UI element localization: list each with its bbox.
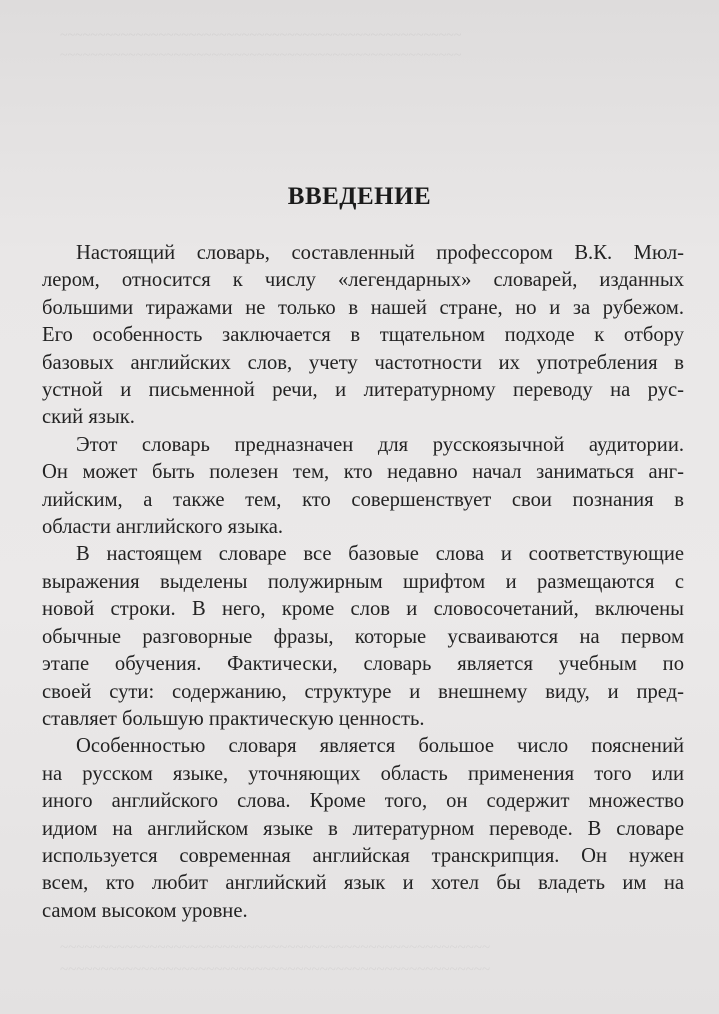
text-line: иного английского слова. Кроме того, он содержит множество	[42, 790, 684, 813]
show-through-text: ~~~~~~~~~~~~~~~~~~~~~~~~~~~~~~~~~~~~~~~~~~~~~~~~~~~~~	[60, 962, 491, 978]
text-line: ский язык.	[42, 406, 135, 429]
show-through-text: ~~~~~~~~~~~~~~~~~~~~~~~~~~~~~~~~~~~~~~~~~~~~~~~~~~~~~	[60, 940, 491, 956]
text-line: Этот словарь предназначен для русскоязычной аудитории.	[76, 433, 684, 456]
text-line: В настоящем словаре все базовые слова и соответствующие	[76, 543, 684, 566]
paragraph	[42, 733, 684, 925]
text-line: используется современная английская транскрипция. Он нужен	[42, 844, 684, 867]
text-line: этапе обучения. Фактически, словарь является учебным по	[42, 653, 684, 676]
text-line: лийским, а также тем, кто совершенствует свои познания в	[42, 488, 684, 511]
show-through-text: ~~~~~~~~~~~~~~~~~~~~~~~~~~~~~~~~~~~~~~~~~~~~~~~~~~~~~	[60, 28, 462, 43]
text-line: Особенностью словаря является большое число пояснений	[76, 735, 684, 758]
text-line: Он может быть полезен тем, кто недавно начал заниматься анг-	[42, 461, 684, 484]
text-line: самом высоком уровне.	[42, 899, 248, 922]
text-line: ставляет большую практическую ценность.	[42, 707, 425, 730]
paragraph	[42, 240, 684, 432]
page-title: ВВЕДЕНИЕ	[287, 183, 432, 210]
text-line: своей сути: содержанию, структуре и внешнему виду, и пред-	[42, 680, 684, 703]
text-line: новой строки. В него, кроме слов и словосочетаний, включены	[42, 598, 684, 621]
text-line: большими тиражами не только в нашей стране, но и за рубежом.	[42, 296, 684, 319]
paragraph	[42, 541, 684, 733]
text-line: идиом на английском языке в литературном переводе. В словаре	[42, 817, 684, 840]
text-line: Его особенность заключается в тщательном подходе к отбору	[42, 324, 684, 347]
paragraph	[42, 432, 684, 542]
text-line: обычные разговорные фразы, которые усваиваются на первом	[42, 625, 684, 648]
page-body	[42, 240, 684, 925]
text-line: всем, кто любит английский язык и хотел бы владеть им на	[42, 872, 684, 895]
show-through-text: ~~~~~~~~~~~~~~~~~~~~~~~~~~~~~~~~~~~~~~~~~~~~~~~~~~~~~	[60, 48, 462, 63]
text-line: на русском языке, уточняющих область применения того или	[42, 762, 684, 785]
text-line: выражения выделены полужирным шрифтом и размещаются с	[42, 570, 684, 593]
text-line: области английского языка.	[42, 516, 284, 539]
text-line: лером, относится к числу «легендарных» словарей, изданных	[42, 269, 684, 292]
text-line: Настоящий словарь, составленный профессором В.К. Мюл-	[76, 242, 684, 264]
text-line: устной и письменной речи, и литературному переводу на рус-	[42, 379, 684, 402]
text-line: базовых английских слов, учету частотности их употребления в	[42, 351, 684, 374]
